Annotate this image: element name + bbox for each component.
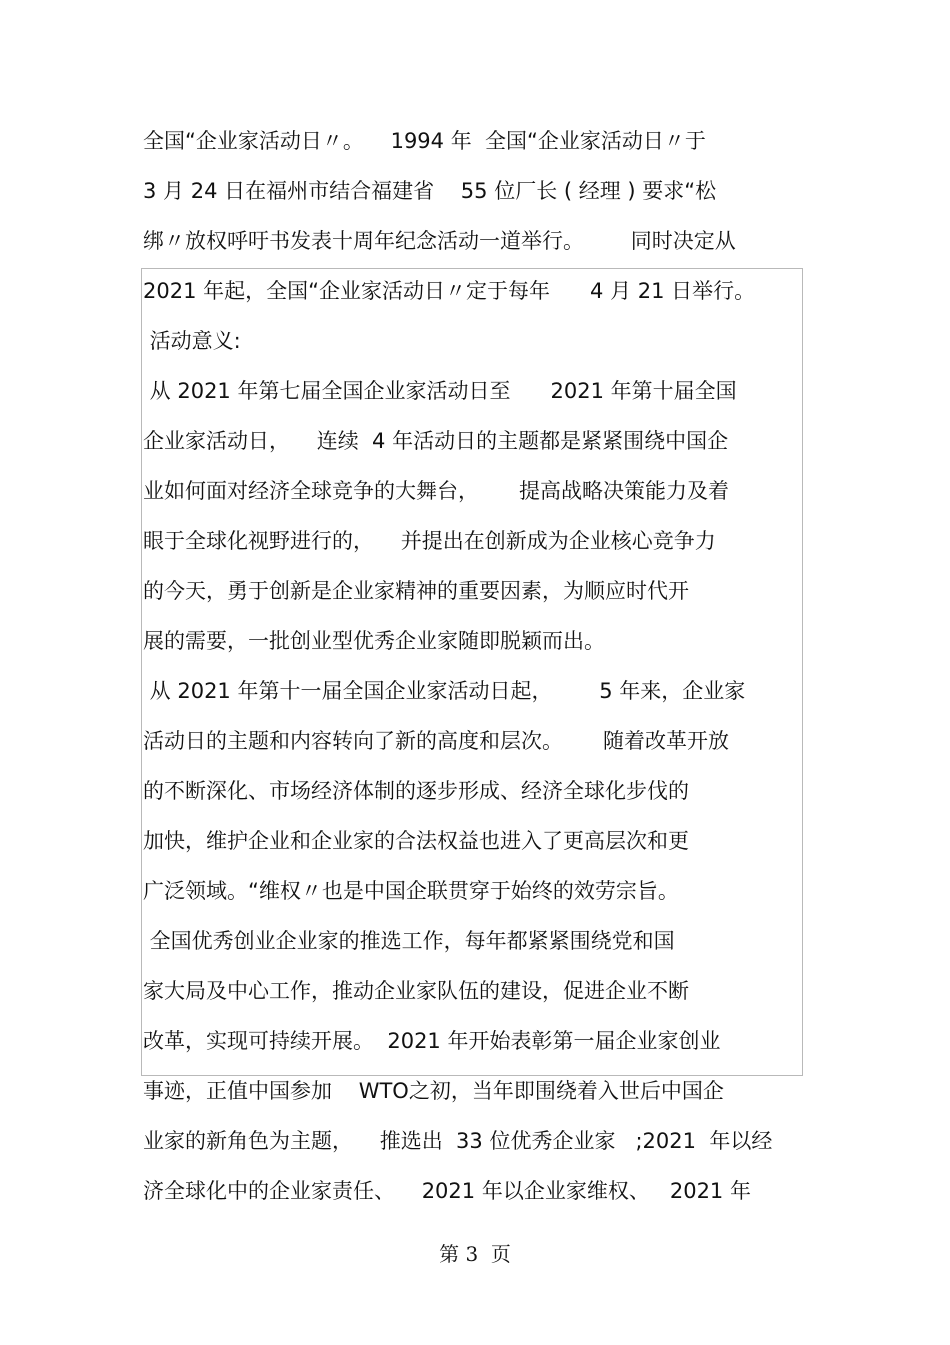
text-line: 从 2021 年第七届全国企业家活动日至 2021 年第十届全国	[143, 379, 737, 403]
text-line: 全国优秀创业企业家的推选工作，每年都紧紧围绕党和国	[143, 929, 675, 953]
text-line: 2021 年起，全国“企业家活动日〃定于每年 4 月 21 日举行。	[143, 279, 756, 303]
text-line: 加快，维护企业和企业家的合法权益也进入了更高层次和更	[143, 829, 689, 853]
text-line: 全国“企业家活动日〃。 1994 年 全国“企业家活动日〃于	[143, 129, 706, 153]
text-line: 展的需要，一批创业型优秀企业家随即脱颖而出。	[143, 629, 605, 653]
text-line: 从 2021 年第十一届全国企业家活动日起， 5 年来，企业家	[143, 679, 746, 703]
text-line: 济全球化中的企业家责任、 2021 年以企业家维权、 2021 年	[143, 1179, 751, 1203]
text-line: 广泛领域。“维权〃也是中国企联贯穿于始终的效劳宗旨。	[143, 879, 679, 903]
text-line: 活动日的主题和内容转向了新的高度和层次。 随着改革开放	[143, 729, 730, 753]
text-line: 事迹，正值中国参加 WTO之初，当年即围绕着入世后中国企	[143, 1079, 724, 1103]
text-line: 业如何面对经济全球竞争的大舞台， 提高战略决策能力及着	[143, 479, 730, 503]
text-line: 家大局及中心工作，推动企业家队伍的建设，促进企业不断	[143, 979, 689, 1003]
text-line: 改革，实现可持续开展。 2021 年开始表彰第一届企业家创业	[143, 1029, 721, 1053]
text-line: 绑〃放权呼吁书发表十周年纪念活动一道举行。 同时决定从	[143, 229, 736, 253]
page-number: 第 3 页	[439, 1242, 511, 1266]
text-line: 的不断深化、市场经济体制的逐步形成、经济全球化步伐的	[143, 779, 689, 803]
text-line: 3 月 24 日在福州市结合福建省 55 位厂长 ( 经理 ) 要求“松	[143, 179, 717, 203]
text-line: 企业家活动日， 连续 4 年活动日的主题都是紧紧围绕中国企	[143, 429, 729, 453]
text-line: 的今天，勇于创新是企业家精神的重要因素，为顺应时代开	[143, 579, 689, 603]
text-line: 眼于全球化视野进行的， 并提出在创新成为企业核心竞争力	[143, 529, 716, 553]
section-heading: 活动意义:	[143, 329, 241, 353]
text-line: 业家的新角色为主题， 推选出 33 位优秀企业家 ;2021 年以经	[143, 1129, 773, 1153]
